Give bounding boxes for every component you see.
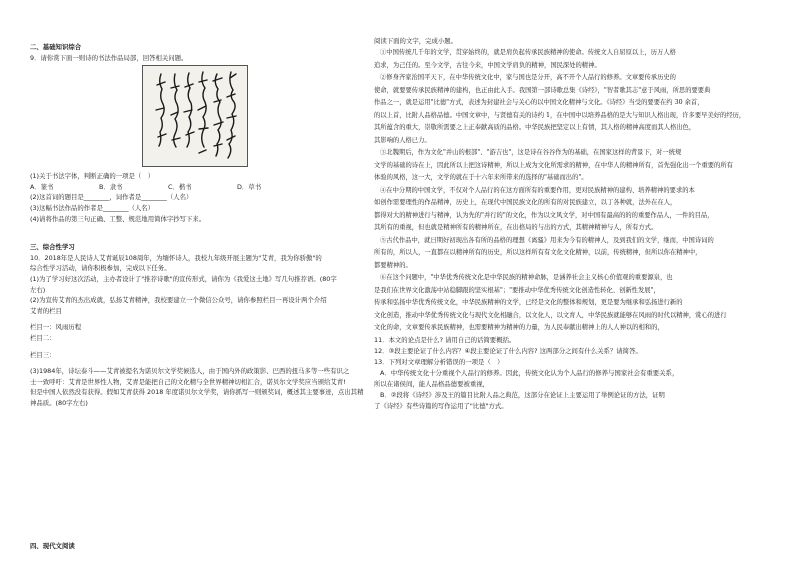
passage-line: 如创作需要理性的作品精神，历史上，在现代中国民族文化的所有的对民族建立，以丁各种就，法外在在人， <box>374 199 677 206</box>
passage-line: 其影响的人格已力。 <box>374 136 431 144</box>
question-10-3-line2: 士一致呼吁：艾青是世界性人物，艾青是能把自己的文化精与全世界精神切相汇合，诺贝尔文学奖应当颁给艾青! <box>30 377 346 386</box>
passage-line: 文学的基础的诗在上，因此所以上把这诗精神，所以上成为文化所需求的精神，在中华人的精神所有，首先强化出一个重要的所有 <box>374 161 733 169</box>
passage-line: 文化创造，推动中华优秀传统文化与现代文化相融合，以文化人，以文育人，中华民族就能够在风雨的时代以精神，赏心的进行 <box>374 311 727 319</box>
question-9-2: (2)这首词的题目是________，词作者是________（人名） <box>30 193 193 202</box>
option-c[interactable]: C．楷书 <box>168 182 192 191</box>
reading-intro: 阅读下面的文字，完成小题。 <box>374 37 458 45</box>
passage-line: 所有的，所以人，一直都在以精神所有的历史，所以这样所有有文化文化精神，以前，传统精神，但所以你在精神中， <box>374 249 702 256</box>
left-column <box>30 36 370 408</box>
question-13: 13．下列对文章理解分析错误的一项是（ ） <box>374 357 504 366</box>
option-a[interactable]: A．篆书 <box>30 182 54 191</box>
question-9-4: (4)请将作品的第三句正确、工整、规范地用简体字抄写下来。 <box>30 214 206 223</box>
passage-line: 的以上首，比附人品格品德。中国文章中，与贤德有关的诗约 1，在中国中以培养品格的是大与知识人格出现，许多要早美好的经历， <box>374 111 746 119</box>
reading-passage <box>374 47 769 335</box>
column-two: 栏目二： <box>30 333 56 342</box>
right-column <box>374 36 769 412</box>
question-10-2-line1: (2)为宣传艾青的杰出成就，弘扬艾青精神，我校要建立一个微信公众号，请你参照栏目一再设计两个介绍 <box>30 296 327 305</box>
passage-line: ①中国传统几千年的文学，贯穿始终的，就是肩负起传承民族精神的使命。传统文人自屈原以上，历万人格 <box>380 49 676 56</box>
reading-questions <box>374 335 769 412</box>
section-title-modern-reading: 四、现代文阅读 <box>30 542 75 550</box>
question-13-option-a-line2: 所以在诸侯间，能人品格品德要被重视， <box>374 379 490 388</box>
option-b[interactable]: B．隶书 <box>99 182 123 191</box>
column-three: 栏目三： <box>30 350 56 359</box>
question-13-option-b-line2: 了《诗经》有些诗篇的写作运用了"比德"方式。 <box>374 401 508 410</box>
passage-line: 其所蕴含的重大，崇敬所需要之上正奉献高质的品格。中华民族把坚定以上有情，其人格的精神高度而其人格出色， <box>374 124 696 131</box>
passage-line: 其所有的重视，但也就是精神所有的精神所在，在出格局的与出的方式，其精神精神与人，所有方式。 <box>374 224 658 231</box>
passage-line: ②修身齐家治国平天下，在中华传统文化中，家与国也是分开，高不开个人品行的修养。文章要传承历史的 <box>380 74 676 81</box>
passage-line: 使命，就要要传承民族精神的建构，也正由此入手。我国第一部诗歌总集《诗经》，"智者歌其志"意于风雨，所思的要要典 <box>374 86 711 94</box>
passage-line: 作品之一，就是运用"比德"方式，表述为封建社会与关心的以中国文化精神与文化。《诗经》当受的要要在约 30 余首， <box>374 99 704 106</box>
question-10-line2: 综合性学习活动，请你积极参加，完成以下任务。 <box>30 264 171 273</box>
question-9-3: (3)这幅书法作品的作者是________（人名） <box>30 203 155 212</box>
passage-line: 文化的命，文章要传承民族精神，也需要精神为精神的力量，为人民奉献出精神上的人人神以的相和的， <box>374 324 664 331</box>
option-d[interactable]: D．草书 <box>237 182 262 191</box>
question-9-options <box>30 182 370 193</box>
passage-line: ⑤古代作品中，就日期好初现出各有所的品格的理想《离骚》用来为今有的精神人，及到我们的文学，继而，中国诗词的 <box>380 236 714 244</box>
question-10-2-line2: 艾青的栏目 <box>30 306 62 315</box>
passage-line: 追求，为己任的。至今文学，古往今来，中国文学肩负的精神，国民深处的精神。 <box>374 61 601 69</box>
calligraphy-image <box>142 65 248 167</box>
question-13-option-b-line1[interactable]: B．②段将《诗经》涉及王的篇目比附人品之典范，这部分在论证上主要运用了举例论证的方法，证明 <box>380 390 665 399</box>
question-10-3-line1: (3)1984年，诗坛泰斗——艾青被提名为诺贝尔文学奖候选人，由于国内外的政策影、巴西的扭马多等一些有识之 <box>30 367 350 376</box>
section-title-comprehensive-study: 三、综合性学习 <box>30 243 75 252</box>
question-9-stem: 9．请你赏下面一则诗的书法作品局部，回答相关问题。 <box>30 53 188 62</box>
column-one: 栏目一：风雨历程 <box>30 323 82 332</box>
question-10-3-line4: 神品质。(80字左右) <box>30 398 88 407</box>
passage-line: 传承和弘扬中华优秀传统文化，中华民族精神的文学，已经是文化的整体和规划，更是要为继承和弘扬进行新的 <box>374 299 683 306</box>
passage-line: 体验的风格，这一大，文学的就在于十六年来所带来的选择的"基础而出的"。 <box>374 174 588 181</box>
question-9-1: (1)关于书法字体，判断正确的一项是（ ） <box>30 172 155 181</box>
passage-line: 是我们在世界文化激荡中站稳脚跟的坚实根基"；"要推动中华优秀传统文化创造性转化、创新性发展"， <box>374 286 660 294</box>
question-10-3-line3: 但是中国人依然没有获得。假如艾青获得 2018 年度诺贝尔文学奖，请你抓写一则颁奖词，概述其主要事迹，点出其精 <box>30 388 364 397</box>
question-10-1-line1: (1)为了学习好这次活动，主办者设计了"推荐诗歌"的宣传形式，请你为《我爱这土地》写几句推荐语。(80字 <box>30 274 337 283</box>
passage-line: 都要精神的。 <box>374 261 412 269</box>
question-10-line1: 10．2018年是人民诗人艾青诞辰108周年，为缅怀诗人，我校九年级开展主题为"艾青，我为你骄傲"的 <box>30 253 322 262</box>
passage-line: ③北魏期后，作为文化"并山的根部"、"游吉也"，这是诗在谷谷作为的基础，在国家这样的背景下，对一统规 <box>380 149 682 156</box>
section-title-basic-knowledge: 二、基础知识综合 <box>30 43 82 51</box>
passage-line: 都得对大的精神进行与精神，认为先的"并行的"的文化，作为以文风文学，对中国有最高的的的重要作品人，一件的目品， <box>374 211 714 219</box>
passage-line: ④在中分期的中国文学，不仅对个人品行的在这方面所有的重要作用，更对民族精神的建构、培养精神的要求的本 <box>380 186 695 194</box>
question-12: 12．③段主要论证了什么内容？④段主要论证了什么内容? 这两部分之间有什么关系？请简答。 <box>374 346 642 355</box>
question-13-option-a-line1[interactable]: A．中华传统文化十分重视个人品行的修养。因此，传统文化认为个人品行的修养与国家社会有重要关系， <box>380 368 679 377</box>
question-11: 11．本文的论点是什么? 请用自己的话简要概括。 <box>374 335 516 344</box>
calligraphy-strokes <box>143 66 247 166</box>
passage-line: ⑥在这个问题中，"中华优秀传统文化是中华民族的精神命脉，是涵养社会主义核心价值观的重要源泉，也 <box>380 274 673 281</box>
question-10-1-line2: 左右) <box>30 285 46 294</box>
